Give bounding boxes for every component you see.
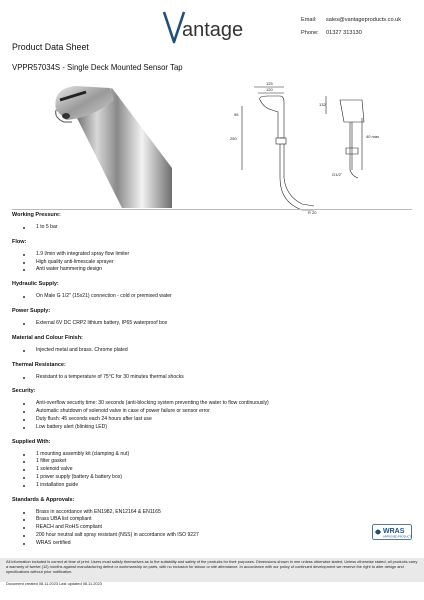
disclaimer-text: All information included is correct at time of print. Users must satisfy themselves as to the suitability and safety of the products for their purposes. Dimensions shown in mm unless otherwise stated. Unless otherwise stated, all products carry a warranty of twelve (12) months against manufacturing defect or workmanship on parts, with no inclusion for labour or site attendance. In accordance with our policy of continued development we reserve the right to alter design and specifications without prior notification. xyxy=(6,559,418,575)
section-heading: Working Pressure: xyxy=(12,212,61,218)
spec-section xyxy=(12,497,412,548)
specifications xyxy=(12,212,412,555)
spec-list xyxy=(12,451,412,490)
wras-text: WRAS xyxy=(383,528,405,535)
product-title: VPPR57034S - Single Deck Mounted Sensor Tap xyxy=(12,63,183,72)
section-heading: Material and Colour Finish: xyxy=(12,334,83,341)
spec-section xyxy=(12,439,412,490)
vantage-logo xyxy=(160,8,280,48)
spec-list xyxy=(12,400,412,431)
spec-section xyxy=(12,281,412,301)
dim-thread: G1/2" xyxy=(332,172,343,177)
list-item: REACH and RoHS compliant xyxy=(12,524,412,532)
section-heading: Thermal Resistance: xyxy=(12,361,66,368)
technical-drawing xyxy=(222,78,412,218)
dim-top-2: 120 xyxy=(266,87,273,92)
section-heading: Supplied With: xyxy=(12,438,51,445)
list-item: Resistant to a temperature of 75°C for 30 minutes thermal shocks xyxy=(12,374,412,382)
contact-block xyxy=(301,14,401,39)
dim-top-1: 125 xyxy=(266,81,273,86)
spec-section xyxy=(12,335,412,355)
spec-list xyxy=(12,374,412,382)
spec-list xyxy=(12,347,412,355)
list-item: Brass UBA list compliant xyxy=(12,516,412,524)
spec-list xyxy=(12,224,412,232)
list-item: 200 hour neutral salt spray resistant (NSS) in accordance with ISO 9227 xyxy=(12,532,412,540)
phone-label: Phone: xyxy=(301,29,319,36)
list-item: High quality anti-limescale sprayer xyxy=(12,259,412,267)
dim-right-2: 40 max xyxy=(366,134,380,139)
dim-left-2: 250 xyxy=(230,136,237,141)
spec-list xyxy=(12,251,412,274)
section-heading: Hydraulic Supply: xyxy=(12,281,59,288)
spec-section xyxy=(12,308,412,328)
footer xyxy=(0,558,424,600)
spec-section xyxy=(12,362,412,382)
spec-list xyxy=(12,320,412,328)
list-item: 1 installation guide xyxy=(12,482,412,490)
list-item: Brass in accordance with EN1982, EN12164 & EN1165 xyxy=(12,509,412,517)
spec-section xyxy=(12,388,412,431)
wras-badge xyxy=(372,524,412,540)
list-item: Duty flush: 45 seconds each 24 hours after last use xyxy=(12,416,412,424)
phone-value[interactable]: 01327 313130 xyxy=(326,29,362,36)
email-value[interactable]: sales@vantageproducts.co.uk xyxy=(326,17,402,23)
section-heading: Flow: xyxy=(12,238,27,245)
spec-section xyxy=(12,239,412,274)
sheet-title: Product Data Sheet xyxy=(12,42,89,52)
list-item: 1 solenoid valve xyxy=(12,466,412,474)
list-item: 1.9 l/min with integrated spray flow limiter xyxy=(12,251,412,259)
list-item: On Male G 1/2" (15x21) connection - cold or premixed water xyxy=(12,293,412,301)
section-heading: Power Supply: xyxy=(12,307,51,314)
list-item: Low battery alert (blinking LED) xyxy=(12,424,412,432)
section-heading: Security: xyxy=(12,388,36,395)
list-item: 1 power supply (battery & battery box) xyxy=(12,474,412,482)
spec-list xyxy=(12,293,412,301)
list-item: 1 mounting assembly kit (clamping & nut) xyxy=(12,451,412,459)
list-item: Automatic shutdown of solenoid valve in case of power failure or sensor error xyxy=(12,408,412,416)
section-heading: Standards & Approvals: xyxy=(12,496,75,503)
list-item: External 6V DC CRP2 lithium battery, IP65 waterproof box xyxy=(12,320,412,328)
document-dates: Document created 08.11.2023 Last updated 08.11.2023 xyxy=(6,581,102,586)
dim-radius: R 20 xyxy=(308,210,317,215)
logo-text: antage xyxy=(182,19,244,41)
list-item: Anti water hammering design xyxy=(12,266,412,274)
email-label: Email: xyxy=(301,17,317,23)
list-item: Anti-overflow security time: 30 seconds (anti-blocking system preventing the water to flow continuously) xyxy=(12,400,412,408)
wras-subtext: APPROVED PRODUCT xyxy=(383,535,411,539)
spec-section xyxy=(12,212,412,232)
dim-right-1: 132 xyxy=(319,102,326,107)
footer-bar xyxy=(0,558,424,582)
list-item: WRAS certified xyxy=(12,540,412,548)
list-item: 1 to 5 bar xyxy=(12,224,412,232)
section-divider xyxy=(12,209,412,210)
spec-list xyxy=(12,509,412,548)
list-item: Injected metal and brass. Chrome plated xyxy=(12,347,412,355)
list-item: 1 filter gasket xyxy=(12,458,412,466)
product-photo xyxy=(42,78,172,208)
dim-left-1: 95 xyxy=(234,112,239,117)
